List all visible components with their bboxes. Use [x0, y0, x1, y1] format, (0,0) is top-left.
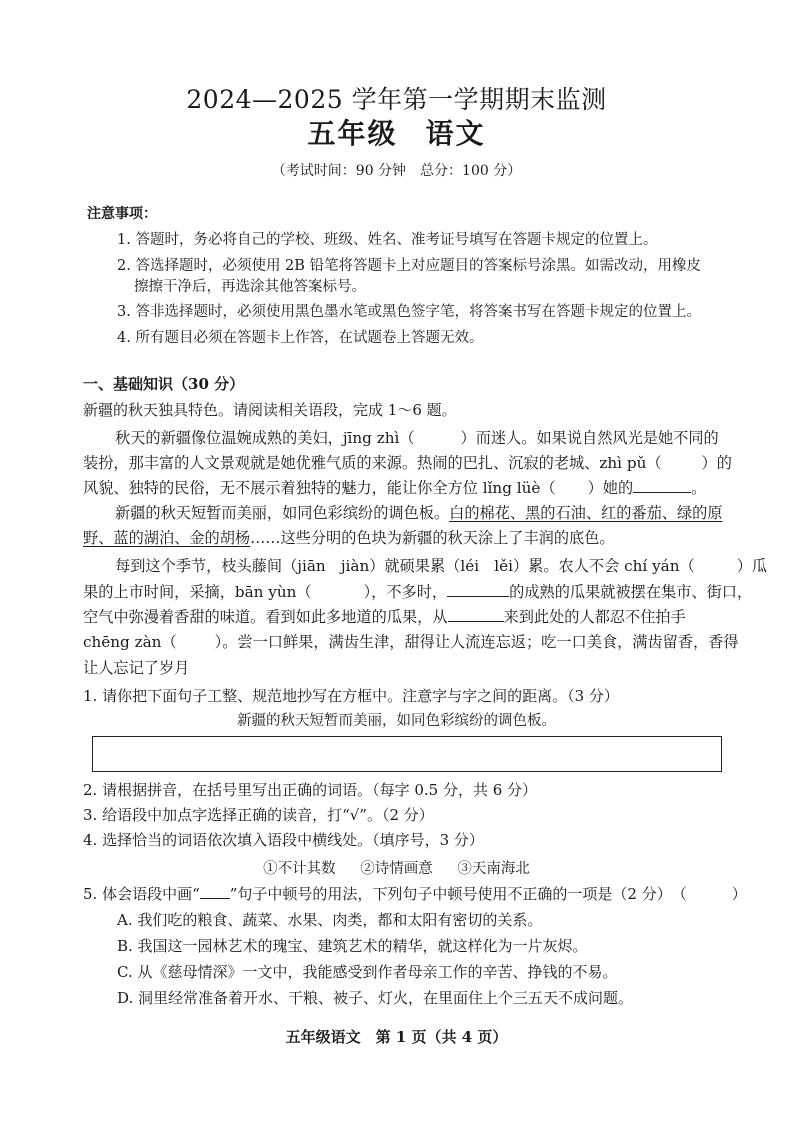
- fill-blank: [633, 478, 691, 493]
- page-footer: 五年级语文 第 1 页（共 4 页）: [285, 1028, 508, 1046]
- section-heading: 一、基础知识（30 分）: [83, 375, 245, 393]
- choice-b: B. 我国这一园林艺术的瑰宝、建筑艺术的精华，就这样化为一片灰烬。: [117, 937, 588, 955]
- choice-a: A. 我们吃的粮食、蔬菜、水果、肉类，都和太阳有密切的关系。: [117, 911, 543, 929]
- question-1-sentence: 新疆的秋天短暂而美丽，如同色彩缤纷的调色板。: [237, 713, 556, 729]
- grade-subject-title: [0, 112, 793, 152]
- choice-d: D. 洞里经常准备着开水、干粮、被子、灯火，在里面住上个三五天不成问题。: [117, 989, 634, 1007]
- passage-line: 新疆的秋天短暂而美丽，如同色彩缤纷的调色板。白的棉花、黑的石油、红的番茄、绿的原: [115, 504, 723, 522]
- passage-line: 让人忘记了岁月: [83, 659, 190, 677]
- passage-line: 空气中弥漫着香甜的味道。看到如此多地道的瓜果，从 来到此处的人都忍不住拍手: [83, 608, 686, 626]
- passage-line: 每到这个季节，枝头藤间（jiān jiàn）就硕果累（léi lěi）累。农人不会 chí yán（ ）瓜: [115, 557, 768, 575]
- note-item-continued: 擦擦干净后，再选涂其他答案标号。: [134, 279, 366, 295]
- subject-label: 语文: [425, 117, 486, 150]
- question-5: 5. 体会语段中画“ ”句子中顿号的用法，下列句子中顿号使用不正确的一项是（2 分） （ ）: [83, 885, 747, 903]
- fill-blank: [447, 582, 509, 597]
- note-item: 3. 答非选择题时，必须使用黑色墨水笔或黑色签字笔，将答案书写在答题卡规定的位置上。: [117, 304, 701, 320]
- question-2: 2. 请根据拼音，在括号里写出正确的词语。（每字 0.5 分，共 6 分）: [83, 781, 538, 799]
- passage-line: 风貌、独特的民俗，无不展示着独特的魅力，能让你全方位 lǐng lüè（ ）她的 。: [83, 479, 707, 497]
- option-item: ②诗情画意: [360, 861, 433, 877]
- question-1: 1. 请你把下面句子工整、规范地抄写在方框中。注意字与字之间的距离。（3 分）: [83, 687, 619, 705]
- note-item: 4. 所有题目必须在答题卡上作答，在试题卷上答题无效。: [117, 330, 484, 346]
- option-item: ①不计其数: [263, 861, 336, 877]
- note-item: 2. 答选择题时，必须使用 2B 铅笔将答题卡上对应题目的答案标号涂黑。如需改动，用橡皮: [117, 258, 702, 274]
- passage-line: chēng zàn（ ）。尝一口鲜果，满齿生津，甜得让人流连忘返；吃一口美食，满齿留香，香得: [83, 633, 739, 651]
- underline-marker: [200, 884, 230, 899]
- exam-title: 2024—2025 学年第一学期期末监测: [186, 85, 607, 114]
- section-intro: 新疆的秋天独具特色。请阅读相关语段，完成 1～6 题。: [83, 401, 457, 419]
- choice-c: C. 从《慈母情深》一文中，我能感受到作者母亲工作的辛苦、挣钱的不易。: [117, 963, 618, 981]
- exam-info: （考试时间：90 分钟 总分：100 分）: [271, 163, 522, 179]
- fill-blank: [448, 607, 504, 622]
- question-4-options: [0, 857, 793, 878]
- question-4: 4. 选择恰当的词语依次填入语段中横线处。（填序号，3 分）: [83, 831, 484, 849]
- notes-heading: 注意事项：: [87, 206, 157, 222]
- underlined-sentence: 野、蓝的湖泊、金的胡杨: [83, 529, 251, 547]
- underlined-sentence: 白的棉花、黑的石油、红的番茄、绿的原: [449, 504, 723, 522]
- answer-box[interactable]: [92, 736, 722, 772]
- question-3: 3. 给语段中加点字选择正确的读音，打“√”。（2 分）: [83, 806, 434, 824]
- passage-line: 果的上市时间，采摘，bān yùn（ ），不多时， 的成熟的瓜果就被摆在集市、街口，: [83, 583, 753, 601]
- option-item: ③天南海北: [457, 861, 530, 877]
- passage-line: 装扮，那丰富的人文景观就是她优雅气质的来源。热闹的巴扎、沉寂的老城、zhì pǔ（ ）的: [83, 454, 732, 472]
- note-item: 1. 答题时，务必将自己的学校、班级、姓名、准考证号填写在答题卡规定的位置上。: [117, 232, 658, 248]
- grade-label: 五年级: [307, 117, 398, 150]
- passage-line: 野、蓝的湖泊、金的胡杨……这些分明的色块为新疆的秋天涂上了丰润的底色。: [83, 529, 615, 547]
- passage-line: 秋天的新疆像位温婉成熟的美妇，jīng zhì（ ）而迷人。如果说自然风光是她不同的: [115, 429, 719, 447]
